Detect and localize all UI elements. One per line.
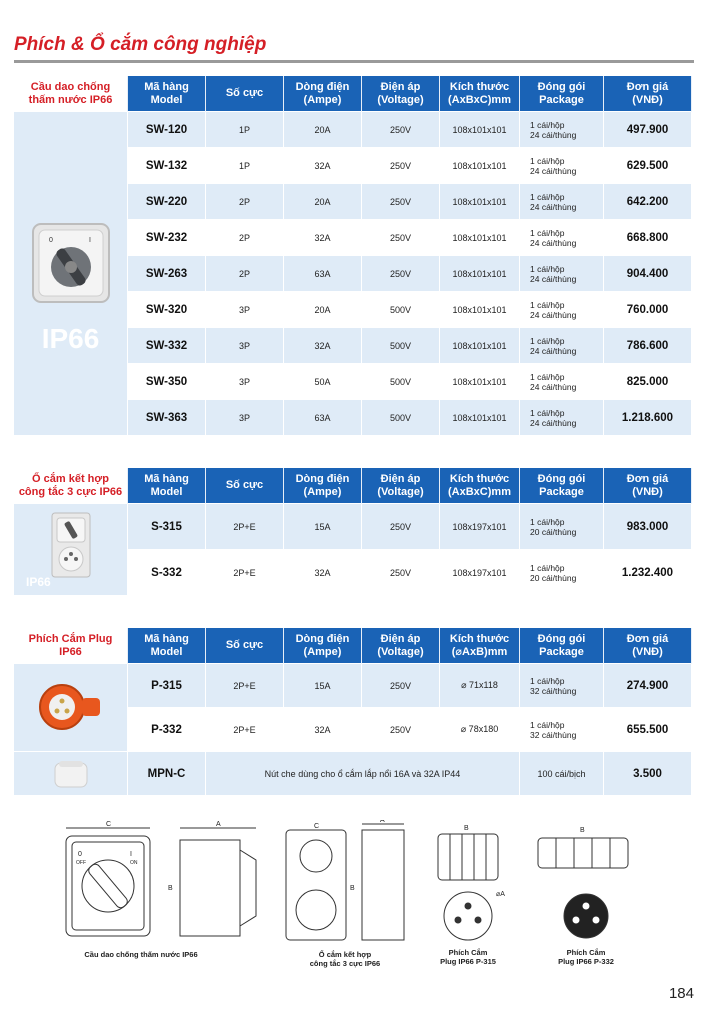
ip66-badge: IP66 [26, 575, 51, 589]
dim-label-a: A [216, 821, 221, 828]
col-header-model: Mã hàng Model [128, 76, 206, 112]
title-underline [14, 60, 694, 63]
table-row: SW-220 2P 20A 250V 108x101x101 1 cái/hộp 24 cái/thùng 642.200 [14, 184, 692, 220]
ip66-badge: IP66 [41, 323, 100, 354]
table-row: S-332 2P+E 32A 250V 108x197x101 1 cái/hộp 20 cái/thùng 1.232.400 [14, 550, 692, 596]
table-row: IP66 S-315 2P+E 15A 250V 108x197x101 1 cái/hộp 20 cái/thùng 983.000 [14, 504, 692, 550]
table-row: 0 I IP66 SW-120 1P 20A 250V 108x101x101 1 cái/hộp 24 cái/thùng 497.900 [14, 112, 692, 148]
svg-text:B: B [350, 885, 355, 892]
dim-label-c: C [106, 821, 112, 828]
caption-plug315: Phích Cắm Plug IP66 P-315 [440, 948, 496, 966]
svg-text:A: A [380, 820, 385, 824]
table-row: SW-350 3P 50A 500V 108x101x101 1 cái/hộp 24 cái/thùng 825.000 [14, 364, 692, 400]
svg-text:0: 0 [78, 851, 82, 858]
plug-icon [38, 678, 104, 736]
svg-text:I: I [89, 237, 91, 244]
col-header-poles: Số cực [206, 76, 284, 112]
table-row: SW-332 3P 32A 500V 108x101x101 1 cái/hộp 24 cái/thùng 786.600 [14, 328, 692, 364]
plug-price-table: Phích Cắm Plug IP66 Mã hàng Model Số cực Dòng điện (Ampe) Điện áp (Voltage) Kích thước (⌀AxB)mm Đóng gói Package Đơn giá (VNĐ) P-315 2P+E 15A 250V ⌀ 71x118 1 cái/hộp 32 cái/thùng 274.900 P-332 2P+E 32A 250V ⌀ 78x180 1 cái/hộp 32 cái/thùng 655.500 MPN-C Nút che dùng cho ổ cắm lắp nổi 16A và 32A IP44 100 cái/bịch 3.500 [14, 628, 692, 796]
table-row: SW-363 3P 63A 500V 108x101x101 1 cái/hộp 24 cái/thùng 1.218.600 [14, 400, 692, 436]
table-row: SW-232 2P 32A 250V 108x101x101 1 cái/hộp 24 cái/thùng 668.800 [14, 220, 692, 256]
section-title: Cầu dao chống thấm nước IP66 [14, 76, 128, 112]
section-title: Phích Cắm Plug IP66 [14, 628, 128, 664]
page-number: 184 [668, 985, 694, 1002]
col-header-current: Dòng điện (Ampe) [284, 76, 362, 112]
caption-socket: Ổ cắm kết hợp công tắc 3 cực IP66 [309, 950, 381, 968]
product-image-panel [14, 752, 128, 796]
product-image-panel [14, 504, 128, 596]
col-header-package: Đóng gói Package [520, 76, 604, 112]
col-header-voltage: Điện áp (Voltage) [362, 76, 440, 112]
product-image-panel [14, 664, 128, 752]
table-row: SW-320 3P 20A 500V 108x101x101 1 cái/hộp 24 cái/thùng 760.000 [14, 292, 692, 328]
cap-icon [51, 759, 91, 789]
svg-text:B: B [580, 827, 585, 834]
socket-switch-price-table: Ổ cắm kết hợp công tắc 3 cực IP66 Mã hàng Model Số cực Dòng điện (Ampe) Điện áp (Voltage) Kích thước (AxBxC)mm Đóng gói Package Đơn giá (VNĐ) IP66 S-315 2P+E 15A 250V 108x197x101 1 cái/hộp 20 cái/thùng 983.000 S-332 2P+E 32A 250V 108x197x101 1 cái/hộp 20 cái/thùng 1.232.400 [14, 468, 692, 596]
rotary-switch-icon [31, 222, 111, 304]
svg-text:ON: ON [130, 860, 138, 866]
caption-switch: Cầu dao chống thấm nước IP66 [84, 950, 198, 959]
caption-plug332: Phích Cắm Plug IP66 P-332 [558, 948, 614, 966]
socket-switch-icon [51, 512, 91, 578]
table-row: MPN-C Nút che dùng cho ổ cắm lắp nổi 16A và 32A IP44 100 cái/bịch 3.500 [14, 752, 692, 796]
switch-price-table [14, 76, 692, 436]
svg-text:OFF: OFF [76, 860, 86, 866]
page-title: Phích & Ổ cắm công nghiệp [14, 34, 267, 55]
dim-label-b: B [168, 885, 173, 892]
table-row: P-315 2P+E 15A 250V ⌀ 71x118 1 cái/hộp 32 cái/thùng 274.900 [14, 664, 692, 708]
svg-text:C: C [314, 823, 320, 830]
svg-text:I: I [130, 851, 132, 858]
svg-text:⌀A: ⌀A [496, 891, 505, 898]
product-image-panel [14, 112, 128, 436]
svg-text:0: 0 [49, 237, 53, 244]
technical-drawings [50, 820, 670, 980]
svg-text:B: B [464, 825, 469, 832]
dimension-drawings [50, 820, 670, 950]
table-row: SW-132 1P 32A 250V 108x101x101 1 cái/hộp 24 cái/thùng 629.500 [14, 148, 692, 184]
table-row: SW-263 2P 63A 250V 108x101x101 1 cái/hộp 24 cái/thùng 904.400 [14, 256, 692, 292]
col-header-size: Kích thước (AxBxC)mm [440, 76, 520, 112]
section-title: Ổ cắm kết hợp công tắc 3 cực IP66 [14, 468, 128, 504]
col-header-price: Đơn giá (VNĐ) [604, 76, 692, 112]
table-row: P-332 2P+E 32A 250V ⌀ 78x180 1 cái/hộp 32 cái/thùng 655.500 [14, 708, 692, 752]
